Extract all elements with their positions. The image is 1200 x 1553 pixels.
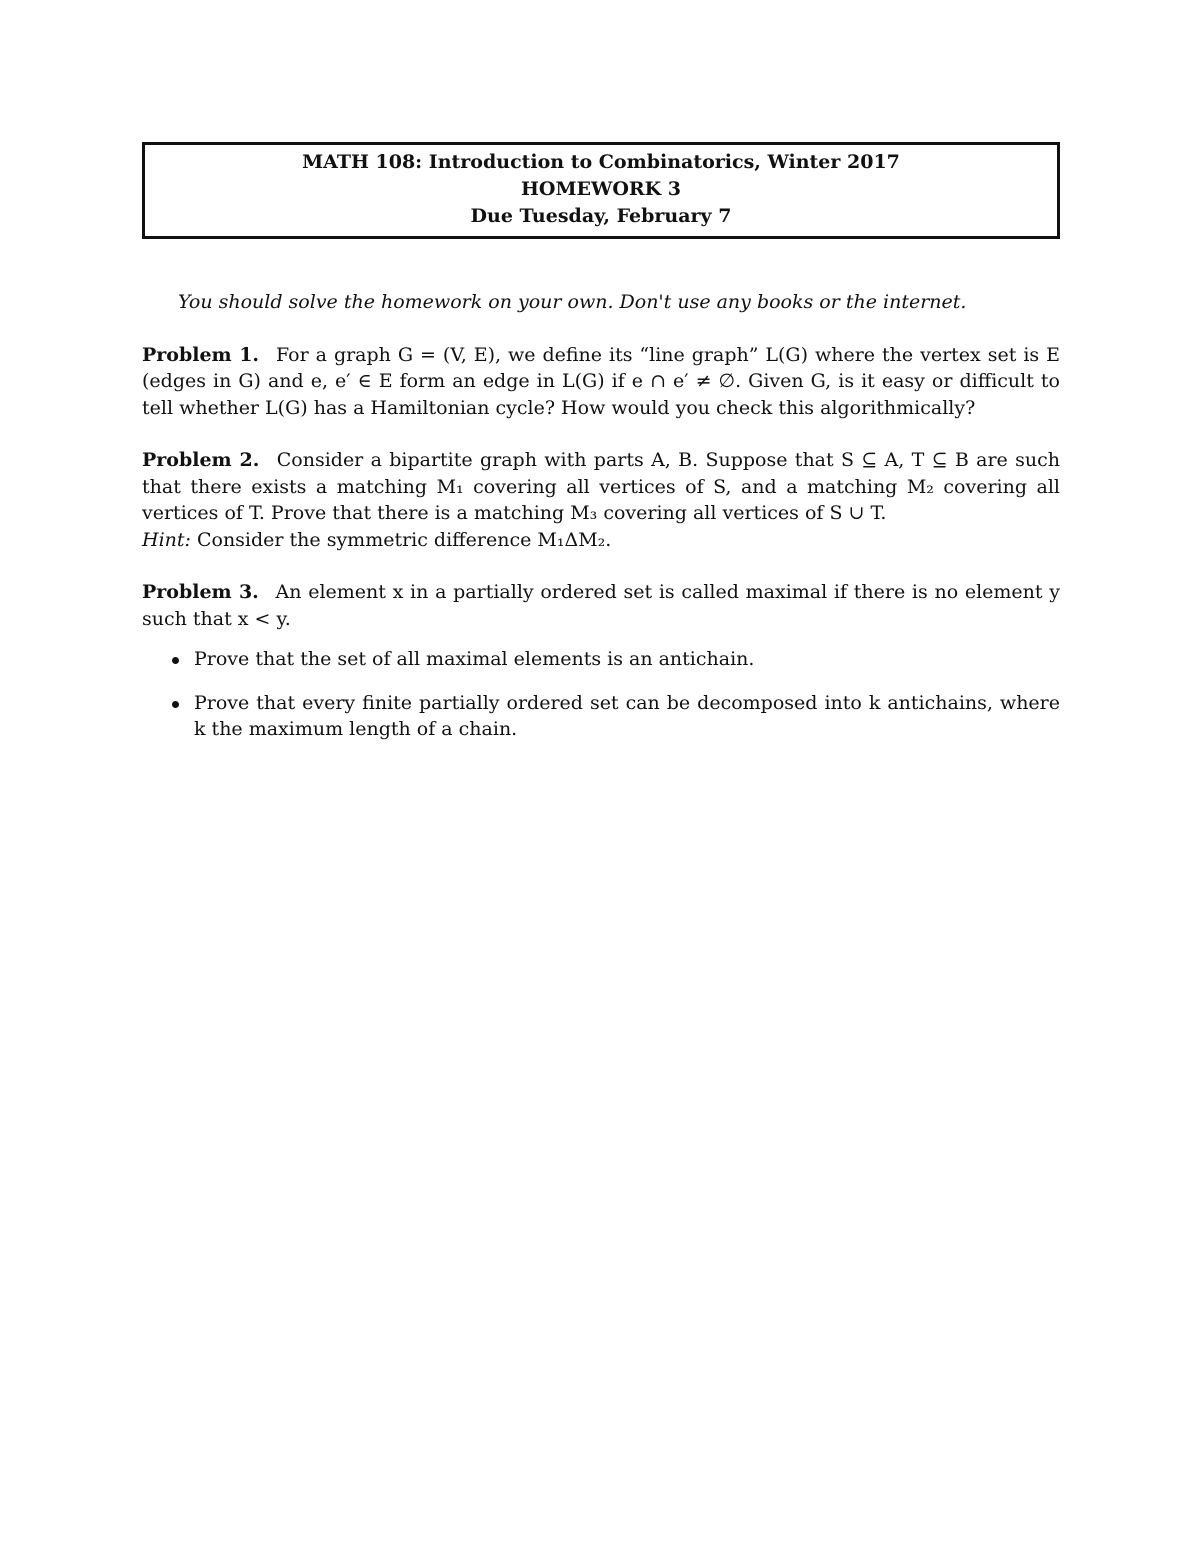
problem-2 (142, 447, 1060, 553)
problem-2-hint-label: Hint: (142, 528, 191, 551)
problem-3-parts (142, 646, 1060, 743)
problem-1-text: For a graph G = (V, E), we define its “line graph” L(G) where the vertex set is E (edges in G) and e, e′ ∈ E form an edge in L(G) if e ∩ e′ ≠ ∅. Given G, is it easy or difficult to tell whether L(G) has a Hamiltonian cycle? How would you check this algorithmically? (142, 343, 1060, 419)
honor-notice: You should solve the homework on your own. Don't use any books or the internet. (178, 291, 967, 313)
bullet-icon (172, 657, 179, 664)
problem-1-label: Problem 1. (142, 343, 260, 366)
list-item (142, 690, 1060, 743)
problem-3-label: Problem 3. (142, 581, 259, 603)
problem-3-part-2: Prove that every finite partially ordered set can be decomposed into k antichains, where k the maximum length of a chain. (194, 691, 1060, 740)
due-date: Due Tuesday, February 7 (470, 205, 732, 227)
problem-3-part-1: Prove that the set of all maximal elements is an antichain. (194, 648, 755, 670)
bullet-icon (172, 701, 179, 708)
problem-2-text: Consider a bipartite graph with parts A, B. Suppose that S ⊆ A, T ⊆ B are such that there exists a matching M₁ covering all vertices of S, and a matching M₂ covering all vertices of T. Prove that there is a matching M₃ covering all vertices of S ∪ T. (142, 449, 1060, 524)
problem-3 (142, 579, 1060, 743)
problem-2-hint-text: Consider the symmetric difference M₁ΔM₂. (196, 528, 612, 551)
course-title: MATH 108: Introduction to Combinatorics, Winter 2017 (302, 151, 900, 173)
list-item (142, 646, 1060, 673)
problem-3-text: An element x in a partially ordered set is called maximal if there is no element y such that x < y. (142, 581, 1060, 630)
homework-number: HOMEWORK 3 (520, 178, 682, 200)
problem-2-label: Problem 2. (142, 449, 260, 471)
title-box (142, 142, 1060, 239)
problem-1 (142, 342, 1060, 422)
homework-page (142, 142, 1060, 760)
